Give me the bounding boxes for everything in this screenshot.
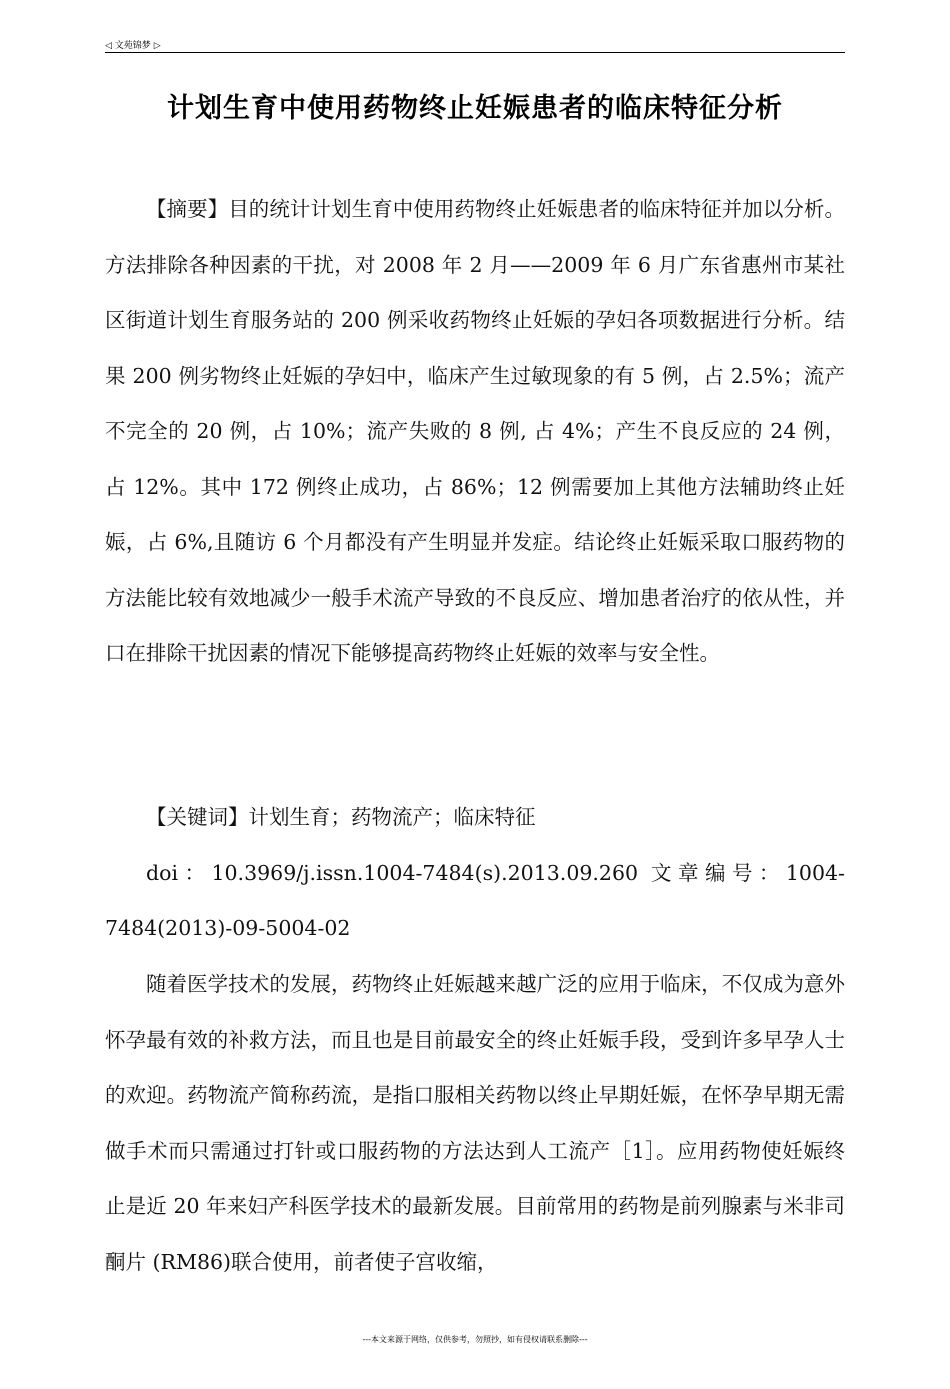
left-triangle-icon: ◁: [105, 41, 112, 51]
abstract-section: [105, 182, 845, 682]
keywords-paragraph: 【关键词】计划生育；药物流产；临床特征: [146, 805, 536, 829]
page-footer: ---本文来源于网络，仅供参考，勿照抄，如有侵权请联系删除---: [362, 1335, 588, 1344]
keywords-section: [105, 790, 845, 957]
right-triangle-icon: ▷: [153, 41, 161, 51]
intro-section: [105, 957, 845, 1290]
page-header: [105, 38, 845, 53]
header-text: 文苑锦梦: [114, 41, 151, 51]
abstract-paragraph: 【摘要】目的统计计划生育中使用药物终止妊娠患者的临床特征并加以分析。方法排除各种因素的干扰，对 2008 年 2 月——2009 年 6 月广东省惠州市某社区街道计划生育服务站的 200 例采收药物终止妊娠的孕妇各项数据进行分析。结果 200 例劣物终止妊娠的孕妇中，临床产生过敏现象的有 5 例，占 2.5%；流产不完全的 20 例，占 10%；流产失败的 8 例, 占 4%；产生不良反应的 24 例，占 12%。其中 172 例终止成功，占 86%；12 例需要加上其他方法辅助终止妊娠，占 6%,且随访 6 个月都没有产生明显并发症。结论终止妊娠采取口服药物的方法能比较有效地减少一般手术流产导致的不良反应、增加患者治疗的依从性，并口在排除干扰因素的情况下能够提高药物终止妊娠的效率与安全性。: [105, 197, 845, 665]
doi-paragraph: doi：10.3969/j.issn.1004-7484(s).2013.09.260 文章编号：1004-7484(2013)-09-5004-02: [105, 860, 845, 940]
page-title: 计划生育中使用药物终止妊娠患者的临床特征分析: [167, 93, 783, 124]
intro-paragraph: 随着医学技术的发展，药物终止妊娠越来越广泛的应用于临床，不仅成为意外怀孕最有效的补救方法，而且也是目前最安全的终止妊娠手段，受到许多早孕人士的欢迎。药物流产简称药流，是指口服相关药物以终止早期妊娠，在怀孕早期无需做手术而只需通过打针或口服药物的方法达到人工流产［1］。应用药物使妊娠终止是近 20 年来妇产科医学技术的最新发展。目前常用的药物是前列腺素与米非司酮片 (RM86)联合使用，前者使子宫收缩，: [105, 972, 845, 1274]
